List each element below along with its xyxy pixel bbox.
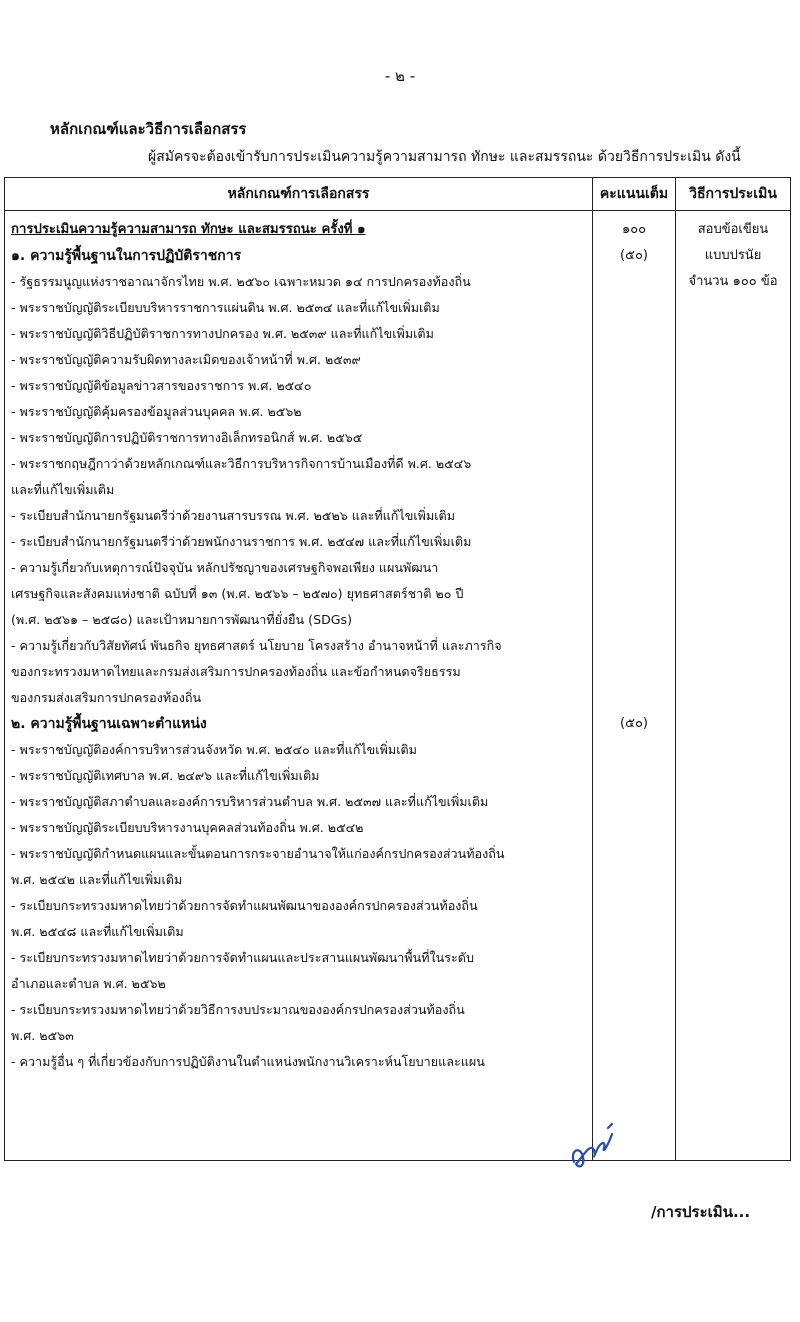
- part2-heading: ๒. ความรู้พื้นฐานเฉพาะตำแหน่ง: [11, 716, 207, 732]
- criteria-line: พ.ศ. ๒๕๔๘ และที่แก้ไขเพิ่มเติม: [11, 924, 184, 939]
- page-number: - ๒ -: [384, 67, 416, 85]
- criteria-line: - พระราชบัญญัติระเบียบบริหารงานบุคคลส่วนท้องถิ่น พ.ศ. ๒๕๔๒: [11, 820, 364, 835]
- criteria-cell: [5, 211, 593, 1161]
- criteria-line: เศรษฐกิจและสังคมแห่งชาติ ฉบับที่ ๑๓ (พ.ศ. ๒๕๖๖ – ๒๕๗๐) ยุทธศาสตร์ชาติ ๒๐ ปี: [11, 586, 464, 601]
- criteria-line: ของกระทรวงมหาดไทยและกรมส่งเสริมการปกครองท้องถิ่น และข้อกำหนดจริยธรรม: [11, 664, 461, 679]
- criteria-line: - พระราชบัญญัติกำหนดแผนและขั้นตอนการกระจายอำนาจให้แก่องค์กรปกครองส่วนท้องถิ่น: [11, 846, 505, 861]
- criteria-line: - พระราชบัญญัติองค์การบริหารส่วนจังหวัด พ.ศ. ๒๕๔๐ และที่แก้ไขเพิ่มเติม: [11, 742, 417, 757]
- criteria-line: และที่แก้ไขเพิ่มเติม: [11, 482, 115, 497]
- criteria-line: - พระราชบัญญัติคุ้มครองข้อมูลส่วนบุคคล พ.ศ. ๒๕๖๒: [11, 404, 302, 419]
- intro-text: ผู้สมัครจะต้องเข้ารับการประเมินความรู้ความสามารถ ทักษะ และสมรรถนะ ด้วยวิธีการประเมิน ดังนี้: [148, 149, 741, 165]
- criteria-line: - พระราชบัญญัติระเบียบบริหารราชการแผ่นดิน พ.ศ. ๒๕๓๔ และที่แก้ไขเพิ่มเติม: [11, 300, 440, 315]
- part2-score: (๕๐): [620, 716, 648, 731]
- criteria-line: พ.ศ. ๒๕๖๓: [11, 1028, 74, 1043]
- criteria-line: - รัฐธรรมนูญแห่งราชอาณาจักรไทย พ.ศ. ๒๕๖๐ เฉพาะหมวด ๑๔ การปกครองท้องถิ่น: [11, 274, 471, 289]
- criteria-line: ของกรมส่งเสริมการปกครองท้องถิ่น: [11, 690, 202, 705]
- criteria-line: - พระราชบัญญัติข้อมูลข่าวสารของราชการ พ.ศ. ๒๕๔๐: [11, 378, 312, 393]
- criteria-line: - พระราชบัญญัติสภาตำบลและองค์การบริหารส่วนตำบล พ.ศ. ๒๕๓๗ และที่แก้ไขเพิ่มเติม: [11, 794, 489, 809]
- criteria-line: (พ.ศ. ๒๕๖๑ – ๒๕๘๐) และเป้าหมายการพัฒนาที่ยั่งยืน (SDGs): [11, 612, 352, 627]
- part1-score: (๕๐): [620, 248, 648, 263]
- criteria-line: - ความรู้เกี่ยวกับเหตุการณ์ปัจจุบัน หลักปรัชญาของเศรษฐกิจพอเพียง แผนพัฒนา: [11, 560, 439, 575]
- table-header-row: [5, 178, 791, 211]
- header-criteria: หลักเกณฑ์การเลือกสรร: [5, 178, 593, 211]
- criteria-line: - ระเบียบสำนักนายกรัฐมนตรีว่าด้วยพนักงานราชการ พ.ศ. ๒๕๔๗ และที่แก้ไขเพิ่มเติม: [11, 534, 472, 549]
- criteria-line: - ความรู้อื่น ๆ ที่เกี่ยวข้องกับการปฏิบัติงานในตำแหน่งพนักงานวิเคราะห์นโยบายและแผน: [11, 1054, 485, 1069]
- criteria-line: - พระราชบัญญัติการปฏิบัติราชการทางอิเล็กทรอนิกส์ พ.ศ. ๒๕๖๕: [11, 430, 363, 445]
- criteria-line: - ระเบียบกระทรวงมหาดไทยว่าด้วยวิธีการงบประมาณขององค์กรปกครองส่วนท้องถิ่น: [11, 1002, 465, 1017]
- criteria-table: [4, 177, 791, 1161]
- method-line: สอบข้อเขียน: [697, 222, 769, 237]
- criteria-line: - ระเบียบกระทรวงมหาดไทยว่าด้วยการจัดทำแผนและประสานแผนพัฒนาพื้นที่ในระดับ: [11, 950, 474, 965]
- criteria-line: - ความรู้เกี่ยวกับวิสัยทัศน์ พันธกิจ ยุทธศาสตร์ นโยบาย โครงสร้าง อำนาจหน้าที่ และภารกิจ: [11, 638, 502, 653]
- total-score: ๑๐๐: [621, 222, 647, 237]
- method-line: จำนวน ๑๐๐ ข้อ: [688, 274, 778, 289]
- criteria-line: - ระเบียบสำนักนายกรัฐมนตรีว่าด้วยงานสารบรรณ พ.ศ. ๒๕๒๖ และที่แก้ไขเพิ่มเติม: [11, 508, 456, 523]
- section-title: หลักเกณฑ์และวิธีการเลือกสรร: [50, 120, 247, 138]
- criteria-line: - พระราชบัญญัติความรับผิดทางละเมิดของเจ้าหน้าที่ พ.ศ. ๒๕๓๙: [11, 352, 361, 367]
- criteria-line: - พระราชบัญญัติวิธีปฏิบัติราชการทางปกครอง พ.ศ. ๒๕๓๙ และที่แก้ไขเพิ่มเติม: [11, 326, 434, 341]
- assessment-round-title: การประเมินความรู้ความสามารถ ทักษะ และสมรรถนะ ครั้งที่ ๑: [11, 222, 366, 237]
- criteria-line: - พระราชบัญญัติเทศบาล พ.ศ. ๒๔๙๖ และที่แก้ไขเพิ่มเติม: [11, 768, 320, 783]
- header-method: วิธีการประเมิน: [676, 178, 791, 211]
- criteria-line: พ.ศ. ๒๕๔๒ และที่แก้ไขเพิ่มเติม: [11, 872, 183, 887]
- table-row: [5, 211, 791, 1161]
- criteria-line: อำเภอและตำบล พ.ศ. ๒๕๖๒: [11, 976, 166, 991]
- method-cell: [676, 211, 791, 1161]
- criteria-line: - ระเบียบกระทรวงมหาดไทยว่าด้วยการจัดทำแผนพัฒนาขององค์กรปกครองส่วนท้องถิ่น: [11, 898, 478, 913]
- method-line: แบบปรนัย: [704, 248, 762, 263]
- criteria-line: - พระราชกฤษฎีกาว่าด้วยหลักเกณฑ์และวิธีการบริหารกิจการบ้านเมืองที่ดี พ.ศ. ๒๕๔๖: [11, 456, 472, 471]
- signature-icon: [568, 1112, 618, 1172]
- part1-heading: ๑. ความรู้พื้นฐานในการปฏิบัติราชการ: [11, 248, 242, 264]
- header-full-score: คะแนนเต็ม: [593, 178, 676, 211]
- score-cell: [593, 211, 676, 1161]
- continuation-marker: /การประเมิน...: [651, 1203, 751, 1221]
